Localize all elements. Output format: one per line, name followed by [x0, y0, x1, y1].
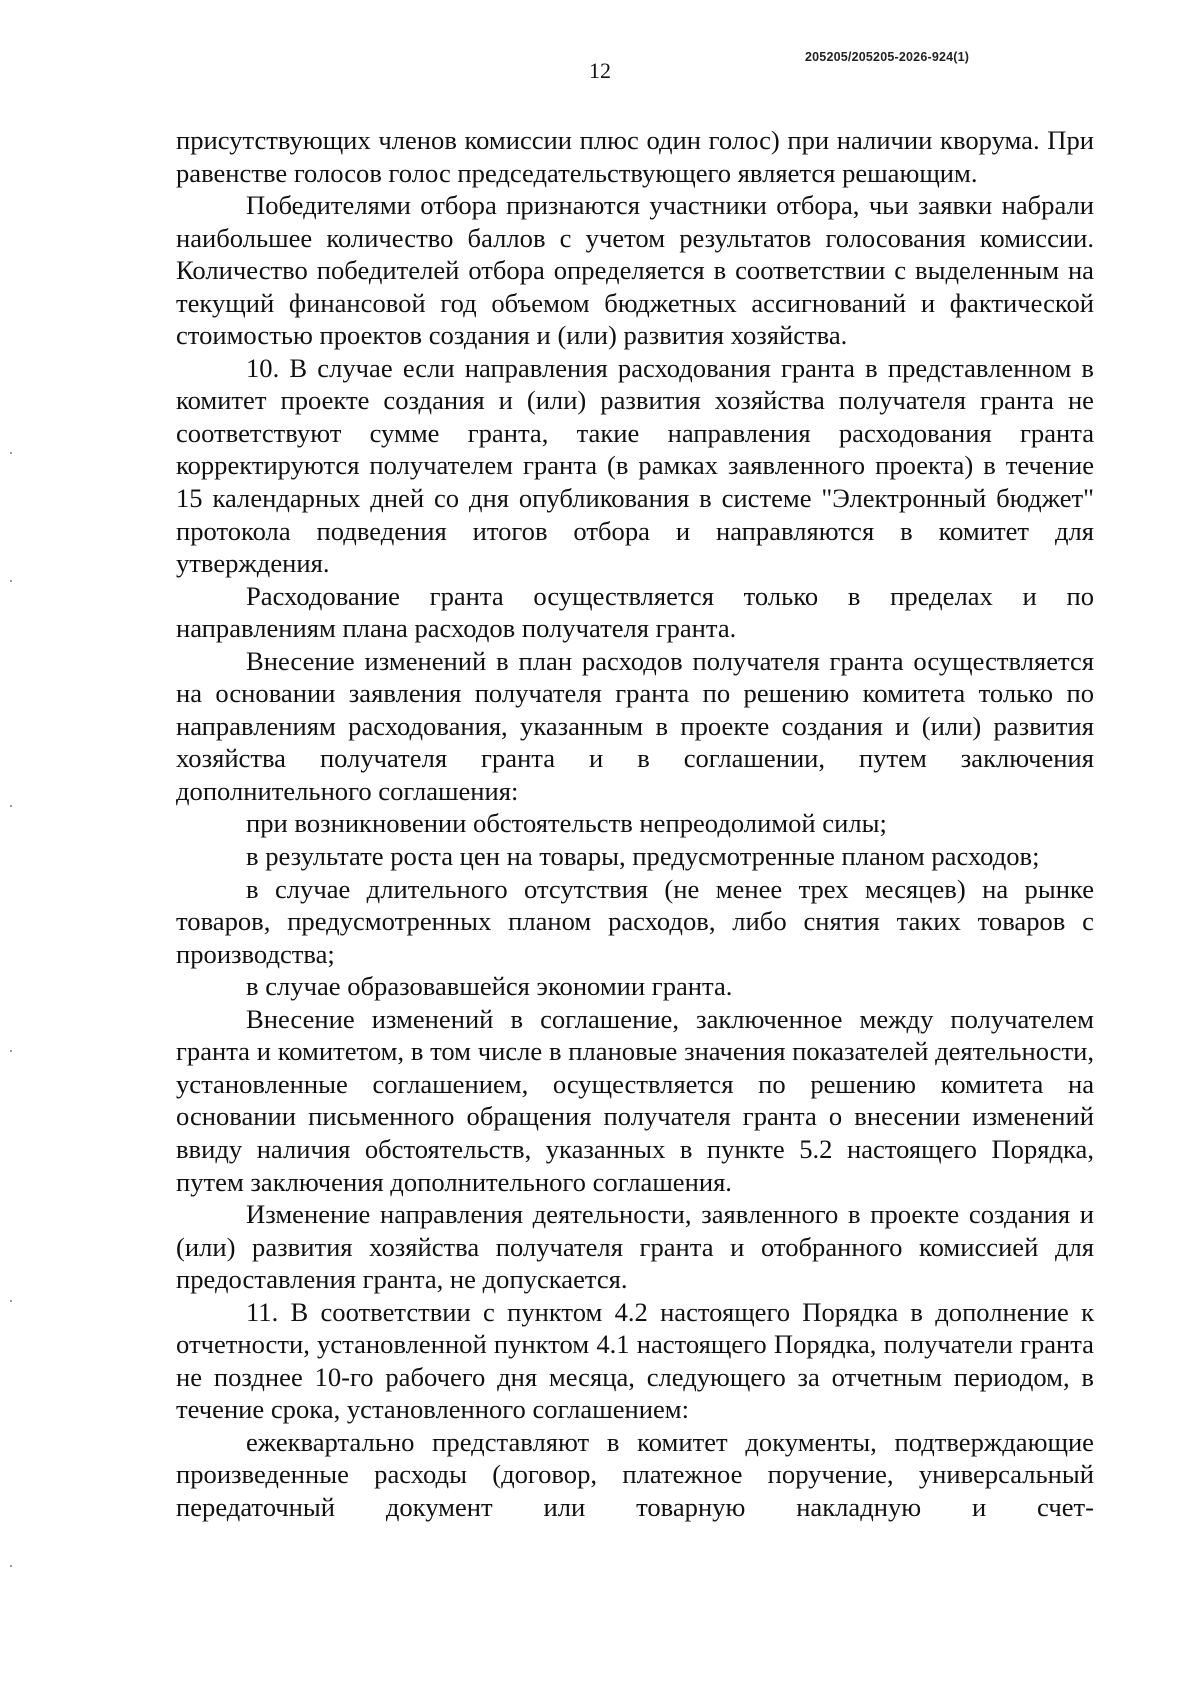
scan-dot	[10, 1300, 12, 1302]
scan-dot	[10, 452, 12, 454]
scan-margin-marks	[10, 0, 16, 1691]
document-body	[176, 124, 1094, 1524]
paragraph: Победителями отбора признаются участники отбора, чьи заявки набрали наибольшее количество баллов с учетом результатов голосования комиссии. Количество победителей отбора определяется в соответствии с выделенным на текущий финансовой год объемом бюджетных ассигнований и фактической стоимостью проектов создания и (или) развития хозяйства.	[176, 190, 1094, 351]
paragraph: 10. В случае если направления расходования гранта в представленном в комитет проекте создания и (или) развития хозяйства получателя гранта не соответствуют сумме гранта, такие направления расходования гранта корректируются получателем гранта (в рамках заявленного проекта) в течение 15 календарных дней со дня опубликования в системе "Электронный бюджет" протокола подведения итогов отбора и направляются в комитет для утверждения.	[176, 352, 1094, 579]
page-number: 12	[589, 58, 611, 83]
scan-dot	[10, 1050, 12, 1052]
paragraph: присутствующих членов комиссии плюс один голос) при наличии кворума. При равенстве голосов голос председательствующего является решающим.	[176, 125, 1094, 188]
scan-dot	[10, 805, 12, 807]
paragraph: в результате роста цен на товары, предусмотренные планом расходов;	[246, 841, 1040, 872]
scan-dot	[10, 1565, 12, 1567]
paragraph: Расходование гранта осуществляется только в пределах и по направлениям плана расходов получателя гранта.	[176, 580, 1094, 644]
scan-dot	[10, 580, 12, 582]
paragraph: ежеквартально представляют в комитет документы, подтверждающие произведенные расходы (договор, платежное поручение, универсальный передаточный документ или товарную накладную и счет-	[176, 1426, 1094, 1522]
paragraph: Внесение изменений в соглашение, заключенное между получателем гранта и комитетом, в том числе в плановые значения показателей деятельности, установленные соглашением, осуществляется по решению комитета на основании письменного обращения получателя гранта о внесении изменений ввиду наличия обстоятельств, указанных в пункте 5.2 настоящего Порядка, путем заключения дополнительного соглашения.	[176, 1003, 1094, 1197]
document-id: 205205/205205-2026-924(1)	[805, 50, 970, 64]
paragraph: в случае длительного отсутствия (не менее трех месяцев) на рынке товаров, предусмотренных планом расходов, либо снятия таких товаров с производства;	[176, 873, 1094, 969]
paragraph: при возникновении обстоятельств непреодолимой силы;	[246, 808, 887, 839]
paragraph: в случае образовавшейся экономии гранта.	[246, 971, 733, 1002]
paragraph: Изменение направления деятельности, заявленного в проекте создания и (или) развития хозяйства получателя гранта и отобранного комиссией для предоставления гранта, не допускается.	[176, 1199, 1094, 1295]
paragraph: 11. В соответствии с пунктом 4.2 настоящего Порядка в дополнение к отчетности, установленной пунктом 4.1 настоящего Порядка, получатели гранта не позднее 10-го рабочего дня месяца, следующего за отчетным периодом, в течение срока, установленного соглашением:	[176, 1296, 1094, 1425]
paragraph: Внесение изменений в план расходов получателя гранта осуществляется на основании заявления получателя гранта по решению комитета только по направлениям расходования, указанным в проекте создания и (или) развития хозяйства получателя гранта и в соглашении, путем заключения дополнительного соглашения:	[176, 645, 1094, 806]
